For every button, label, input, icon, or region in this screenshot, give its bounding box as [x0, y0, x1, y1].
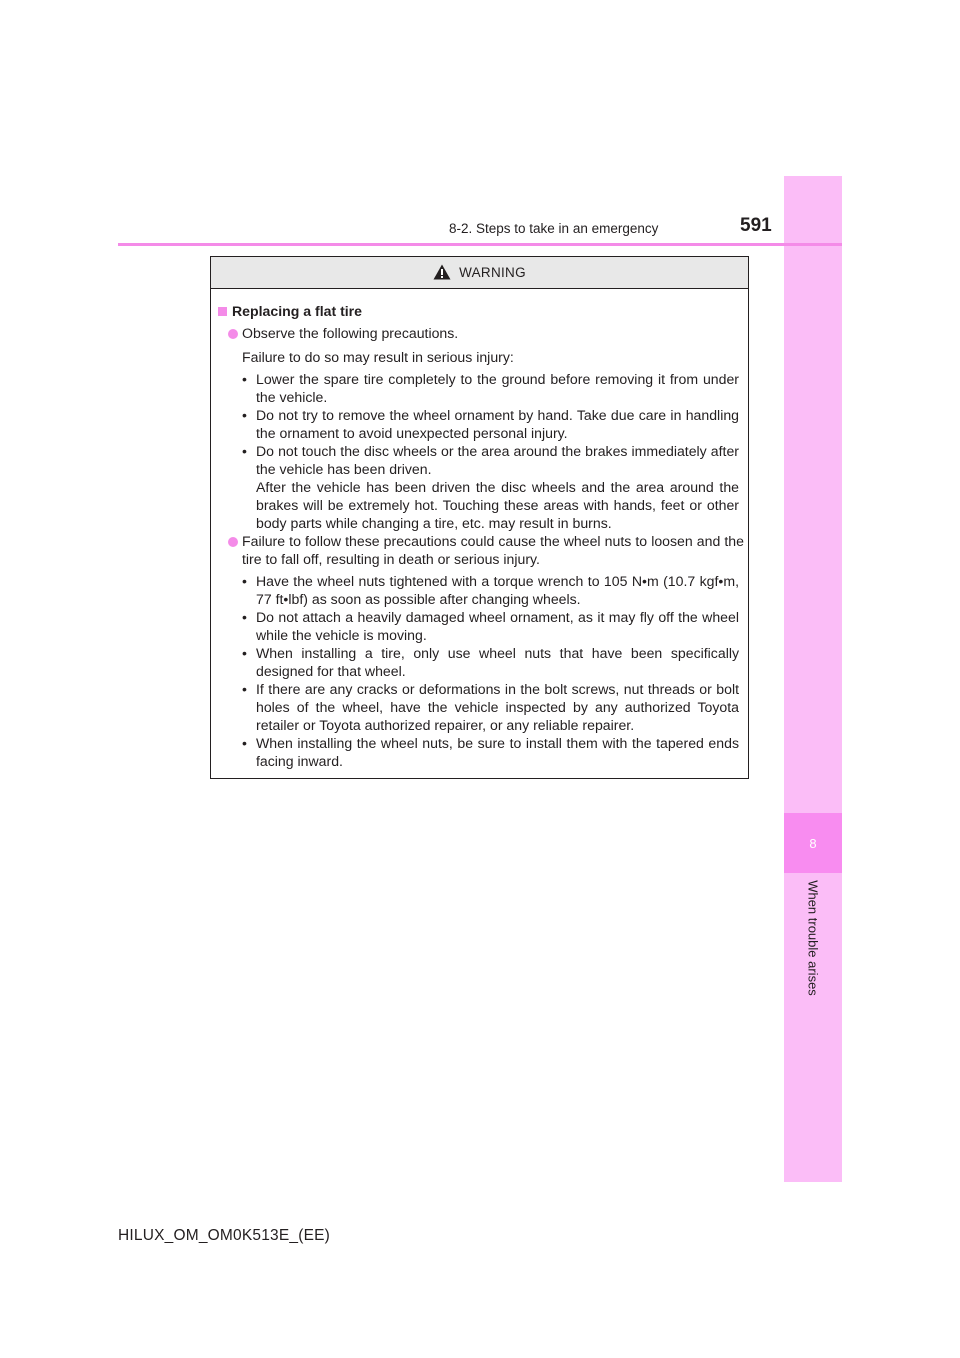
item2-bullet-1: [242, 572, 739, 608]
chapter-number-tab[interactable]: [784, 813, 842, 873]
item1-subtext: Failure to do so may result in serious injury:: [242, 349, 514, 365]
bullet-text: If there are any cracks or deformations in the bolt screws, nut threads or bolt holes of the wheel, have the vehicle inspected by any authorized Toyota retailer or Toyota authorized repairer, or any reliable repairer.: [256, 681, 739, 733]
item1-bullet-3-continuation: After the vehicle has been driven the disc wheels and the area around the brakes will be extremely hot. Touching these areas with hands, feet or other body parts while changing a tire, etc. may result in burns.: [256, 479, 739, 531]
bullet-marker: •: [242, 681, 247, 697]
warning-header: [211, 257, 748, 289]
chapter-number: 8: [809, 835, 817, 851]
item2-bullet-5: [242, 734, 739, 770]
chapter-title: When trouble arises: [805, 880, 821, 996]
warning-label: WARNING: [459, 265, 526, 280]
bullet-marker: •: [242, 735, 247, 751]
bullet-marker: •: [242, 443, 247, 459]
bullet-text: When installing a tire, only use wheel nuts that have been specifically designed for that wheel.: [256, 645, 739, 679]
item1-bullet-1: [242, 370, 739, 406]
item2-bullet-2: [242, 608, 739, 644]
header-divider: [118, 243, 842, 246]
bullet-marker: •: [242, 609, 247, 625]
item2-text: [242, 532, 744, 568]
warning-box: [210, 256, 749, 779]
section-header: 8-2. Steps to take in an emergency: [449, 221, 659, 236]
bullet-text: Lower the spare tire completely to the ground before removing it from under the vehicle.: [256, 371, 739, 405]
item2-text-content: Failure to follow these precautions could cause the wheel nuts to loosen and the tire to fall off, resulting in death or serious injury.: [242, 533, 744, 567]
page-number: 591: [740, 215, 772, 236]
bullet-text: When installing the wheel nuts, be sure to install them with the tapered ends facing inward.: [256, 735, 739, 769]
bullet-marker: •: [242, 371, 247, 387]
bullet-marker: •: [242, 573, 247, 589]
bullet-text: Have the wheel nuts tightened with a torque wrench to 105 N•m (10.7 kgf•m, 77 ft•lbf) as soon as possible after changing wheels.: [256, 573, 739, 607]
item1-bullet-2: [242, 406, 739, 442]
bullet-marker: •: [242, 645, 247, 661]
square-bullet-icon: [218, 307, 227, 316]
warning-triangle-icon: [433, 264, 451, 280]
item2-bullet-3: [242, 644, 739, 680]
item2-bullet-4: [242, 680, 739, 734]
item1-bullet-3: [242, 442, 739, 478]
bullet-text: Do not try to remove the wheel ornament by hand. Take due care in handling the ornament to avoid unexpected personal injury.: [256, 407, 739, 441]
circle-bullet-icon: [228, 329, 238, 339]
footer-doc-code: HILUX_OM_OM0K513E_(EE): [118, 1227, 331, 1244]
section-title: [218, 302, 362, 320]
side-tab: [784, 176, 842, 1182]
section-title-text: Replacing a flat tire: [232, 303, 363, 319]
circle-bullet-icon: [228, 537, 238, 547]
item1-text: Observe the following precautions.: [242, 325, 459, 341]
bullet-text: Do not touch the disc wheels or the area around the brakes immediately after the vehicle has been driven.: [256, 443, 739, 477]
bullet-marker: •: [242, 407, 247, 423]
bullet-text: Do not attach a heavily damaged wheel ornament, as it may fly off the wheel while the vehicle is moving.: [256, 609, 739, 643]
